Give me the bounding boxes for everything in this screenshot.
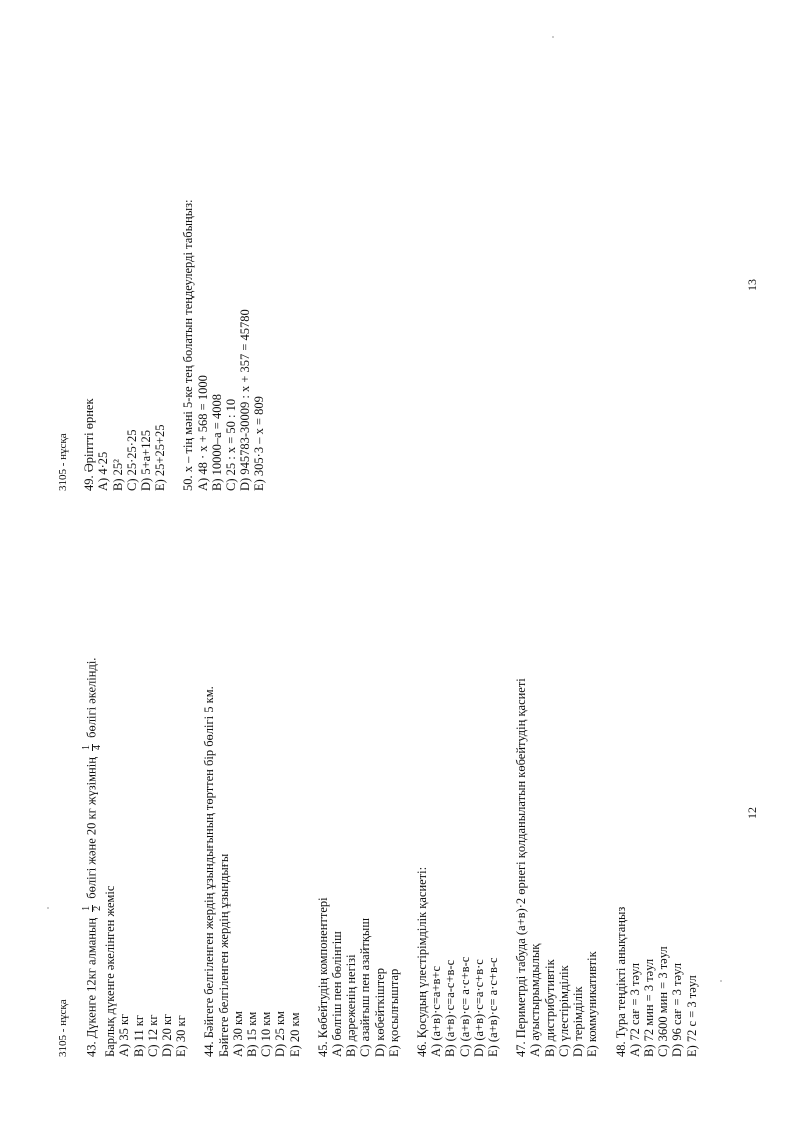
option-d: D) 25 км — [273, 1011, 288, 1057]
right-page-number: 13 — [745, 279, 759, 291]
option-c: C) 25 : х = 50 : 10 — [224, 398, 239, 491]
fraction-one-quarter — [82, 744, 103, 751]
option-d: D) 96 сағ = 3 тәул — [670, 963, 685, 1057]
fraction-one-half — [82, 905, 103, 912]
option-e: E) 30 кг — [174, 1015, 189, 1057]
fraction-numerator: 1 — [81, 905, 93, 911]
right-page — [56, 21, 281, 491]
option-b: B) 10000–а = 4008 — [209, 394, 224, 491]
option-a: A) (а+в)·с=а+в+с — [429, 966, 444, 1057]
option-e: E) коммуникативтік — [585, 951, 600, 1057]
option-c: C) 25·25·25 — [124, 429, 139, 491]
option-d: D) терімділік — [571, 986, 586, 1057]
right-page-header: 3105 - нұсқа — [57, 433, 69, 491]
option-e: E) қосылғыштар — [386, 968, 401, 1057]
option-c: C) азайғыш пен азайтқыш — [358, 918, 373, 1057]
option-e: E) 20 км — [287, 1012, 302, 1057]
question-47 — [514, 517, 599, 1057]
option-c: C) 12 кг — [145, 1014, 160, 1057]
option-a: A) бөлгіш пен бөлінгіш — [330, 931, 345, 1057]
question-47-line1: 47. Периметрді табуда (а+в)·2 өрнегі қолданылатын көбейтудің қасиеті — [514, 678, 529, 1057]
option-a: A) 72 сағ = 3 тәул — [627, 963, 642, 1057]
left-page-header: 3105 - нұсқа — [57, 999, 69, 1057]
option-b: B) дәреженің негізі — [344, 954, 359, 1057]
question-43-text-post: бөлігі әкелінді. — [84, 657, 99, 738]
option-d: D) 5+а+125 — [139, 430, 154, 491]
question-44-line2: Бәйгеге белгіленген жердің ұзындығы — [216, 853, 231, 1057]
left-page-number: 12 — [745, 807, 759, 819]
left-page — [56, 517, 713, 1057]
question-43 — [82, 517, 188, 1057]
question-49 — [82, 21, 167, 491]
option-c: C) 3600 мин = 3 тәул — [656, 946, 671, 1057]
option-e: E) 72 с = 3 тәул — [684, 975, 699, 1057]
fraction-numerator: 1 — [81, 744, 93, 750]
option-a: A) 30 км — [230, 1011, 245, 1057]
fraction-denominator: 4 — [92, 744, 104, 750]
question-50-line1: 50. х – тің мәні 5-ке тең болатын теңдеулерді табыңыз: — [181, 199, 196, 491]
question-46-line1: 46. Қосудың үлестірімділік қасиеті: — [415, 866, 430, 1057]
option-c: C) үлестірімділік — [556, 965, 571, 1057]
question-44-line1: 44. Бәйгеге белгіленген жердің ұзындығының төрттен бір бөлігі 5 км. — [202, 686, 217, 1057]
question-48-line1: 48. Тура теңдікті анықтаңыз — [613, 906, 628, 1057]
option-c: C) 10 км — [259, 1011, 274, 1057]
option-c: C) (а+в)·с= а·с+в-с — [457, 956, 472, 1057]
option-e: E) 25+25+25 — [153, 424, 168, 491]
option-a: A) 4·25 — [96, 451, 111, 491]
scan-speck — [47, 907, 49, 909]
option-b: B) 11 кг — [131, 1015, 146, 1057]
question-44 — [202, 517, 301, 1057]
option-d: D) 945783-30009 : х + 357 = 45780 — [238, 309, 253, 491]
question-50 — [181, 21, 266, 491]
question-43-text-mid: бөлігі және 20 кг жүзімнің — [84, 757, 99, 899]
question-45-line1: 45. Көбейтудің компоненттері — [315, 897, 330, 1057]
option-e: E) (а+в)·с= а·с+в-с — [486, 957, 501, 1057]
question-45 — [316, 517, 401, 1057]
option-e: E) 305·3 – х = 809 — [252, 396, 267, 491]
question-43-line2: Барлық дүкенге әкелінген жеміс — [103, 885, 118, 1057]
fraction-denominator: 2 — [92, 905, 104, 911]
option-a: A) ауыстырымдылық — [528, 943, 543, 1057]
question-43-text-pre: 43. Дүкенге 12кг алманың — [84, 917, 99, 1057]
option-b: B) дистрибутивтік — [542, 959, 557, 1057]
option-d: D) (а+в)·с=а·с+в·с — [471, 959, 486, 1057]
option-d: D) 20 кг — [160, 1013, 175, 1057]
scan-speck — [552, 36, 554, 38]
question-43-stem — [82, 517, 103, 1057]
question-49-line1: 49. Әріптті өрнек — [82, 398, 97, 491]
option-b: B) (а+в)·с=а-с+в-с — [443, 959, 458, 1057]
scan-speck — [720, 980, 722, 982]
option-a: A) 48 · х + 568 = 1000 — [195, 375, 210, 491]
option-b: B) 25² — [110, 459, 125, 491]
question-46 — [415, 517, 500, 1057]
option-b: B) 15 км — [245, 1011, 260, 1057]
option-b: B) 72 мин = 3 тәул — [641, 958, 656, 1057]
question-48 — [614, 517, 699, 1057]
option-a: A) 35 кг — [117, 1013, 132, 1057]
option-d: D) көбейткіштер — [372, 968, 387, 1057]
